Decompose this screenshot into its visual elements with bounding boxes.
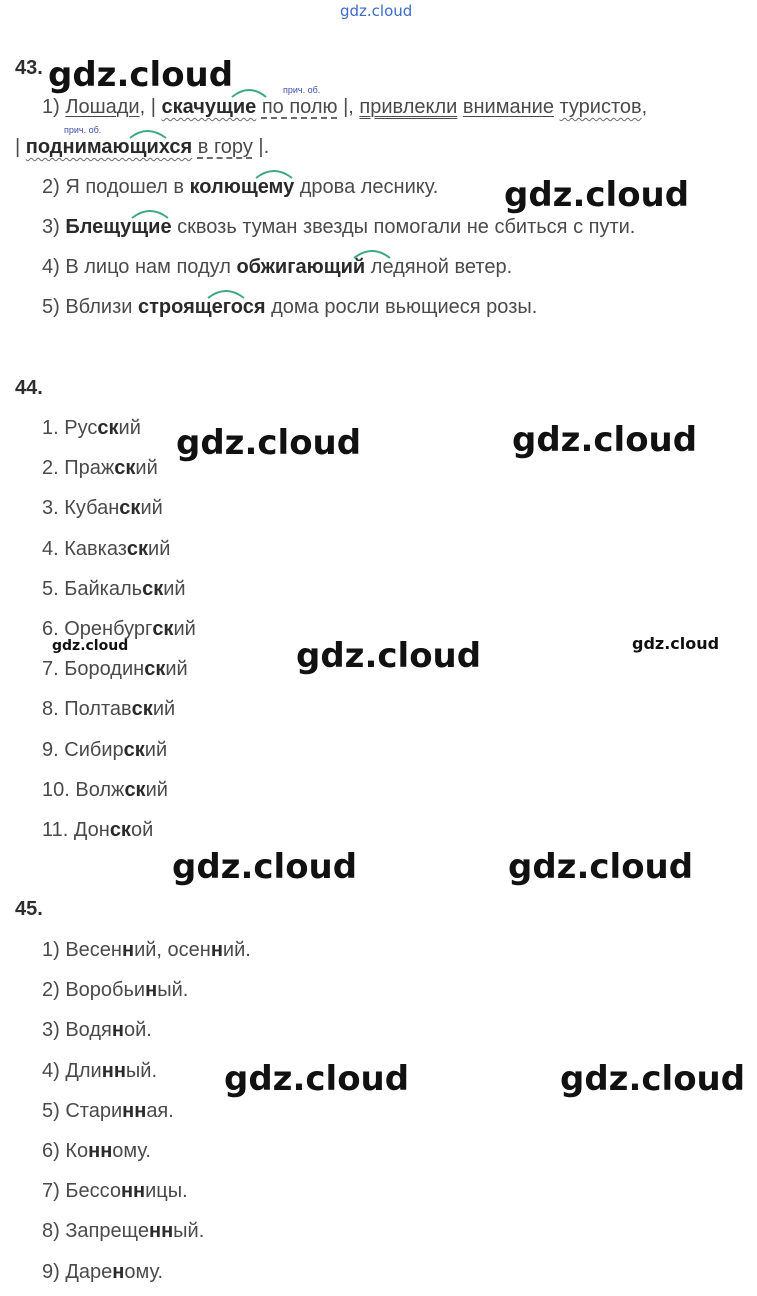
watermark: gdz.cloud <box>632 634 720 653</box>
suffix-arc-4 <box>132 211 168 218</box>
word-part: Ко <box>65 1140 89 1162</box>
n-letters-bold: н <box>111 1019 124 1042</box>
suffix-arc-3 <box>256 171 292 178</box>
word-part: ому. <box>112 1140 151 1162</box>
predicate-word: привлекли <box>359 96 458 118</box>
item-number: 1. <box>42 417 65 439</box>
word-part: ой. <box>123 1019 152 1042</box>
word-part: Полтав <box>64 698 132 721</box>
ex45-list-item <box>42 978 188 1002</box>
sentence-number: 1) <box>42 96 66 118</box>
word-part: Запреще <box>65 1220 149 1243</box>
n-letters-bold: н <box>121 939 135 961</box>
item-number: 9. <box>42 738 65 761</box>
suffix-arc-5 <box>354 251 390 258</box>
ex44-list-item <box>42 697 175 721</box>
word-part: ый. <box>157 979 189 1002</box>
word-part: ий <box>148 537 171 560</box>
ex45-list-item <box>42 1059 157 1083</box>
n-letters-bold: нн <box>88 1140 113 1162</box>
item-number: 3) <box>42 1019 66 1042</box>
suffix-bold: ск <box>142 577 164 600</box>
word-part: Бородин <box>64 658 145 681</box>
participle-note-2: прич. об. <box>64 125 102 135</box>
participle-podnimayushchikhsya: поднимающихся <box>25 136 193 158</box>
suffix-arc-2 <box>130 131 166 138</box>
word-part: Стари <box>65 1099 123 1122</box>
ex45-list-item <box>42 938 251 962</box>
suffix-bold: ск <box>126 537 149 560</box>
text: 2) Я подошел в <box>42 176 190 198</box>
word-part: Байкаль <box>64 577 143 600</box>
n-letters-bold: нн <box>120 1180 146 1203</box>
ex45-list-item <box>42 1219 204 1243</box>
ex44-list-item <box>42 416 141 440</box>
participle-bold: Блещущие <box>65 216 172 238</box>
exercise-45-number: 45. <box>15 898 43 920</box>
n-letters-bold: н <box>145 979 158 1002</box>
suffix-bold: ск <box>152 618 174 640</box>
watermark: gdz.cloud <box>172 847 358 887</box>
watermark: gdz.cloud <box>504 175 690 215</box>
ex45-list-item <box>42 1018 152 1042</box>
n-letters-bold: н <box>210 939 223 961</box>
word-part: ая. <box>146 1099 174 1122</box>
word-part: ому. <box>124 1260 164 1283</box>
word-part: ый. <box>173 1220 205 1243</box>
ex44-list-item <box>42 778 168 802</box>
suffix-arc-1 <box>232 90 266 97</box>
item-number: 3. <box>42 497 65 520</box>
item-number: 11. <box>42 819 74 841</box>
word-part: Рус <box>64 417 98 439</box>
word-part: Кубан <box>64 497 120 520</box>
word-part: ой <box>130 819 154 841</box>
item-number: 9) <box>42 1260 66 1283</box>
word-part: Праж <box>64 457 115 480</box>
n-letters-bold: нн <box>101 1059 126 1082</box>
word-part: Кавказ <box>64 537 127 560</box>
word-part: Весен <box>65 939 122 961</box>
word-part: ий <box>118 417 141 439</box>
item-number: 5. <box>42 577 65 600</box>
watermark: gdz.cloud <box>512 420 698 460</box>
ex44-list-item <box>42 537 170 561</box>
participle-bold: обжигающий <box>236 256 366 278</box>
text: дрова леснику. <box>294 176 439 198</box>
text: ледяной ветер. <box>365 256 513 278</box>
word-part: Дли <box>65 1059 102 1082</box>
watermark: gdz.cloud <box>176 423 362 463</box>
participle-bold: строящегося <box>137 296 266 318</box>
text: сквозь туман звезды помогали не сбиться с пути. <box>171 216 636 238</box>
adverbial-phrase-2: в гору <box>197 136 253 158</box>
item-number: 4) <box>42 1059 66 1082</box>
watermark: gdz.cloud <box>52 638 129 654</box>
watermark: gdz.cloud <box>48 55 234 95</box>
suffix-bold: ск <box>123 738 145 761</box>
watermark: gdz.cloud <box>224 1059 410 1099</box>
participle-bold: колющему <box>189 176 295 198</box>
word-part: ий <box>145 778 168 801</box>
punct: |. <box>252 136 270 158</box>
ex44-list-item <box>42 818 153 842</box>
item-number: 8. <box>42 698 65 721</box>
punct: , | <box>139 96 162 118</box>
subject-word: Лошади <box>65 96 140 118</box>
ex44-list-item <box>42 496 163 520</box>
n-letters-bold: нн <box>148 1220 174 1243</box>
word-part: Волж <box>75 778 125 801</box>
adverbial-phrase: по полю <box>261 96 338 118</box>
text: дома росли вьющиеся розы. <box>265 296 538 318</box>
word-part: Бессо <box>65 1180 121 1203</box>
ex44-list-item <box>42 456 158 480</box>
participle-skachushchie: скачущие <box>161 96 257 118</box>
watermark: gdz.cloud <box>560 1059 746 1099</box>
item-number: 4. <box>42 537 65 560</box>
ex44-list-item <box>42 657 188 681</box>
item-number: 2. <box>42 457 65 480</box>
word-part: ий. <box>222 939 251 961</box>
word-part: Сибир <box>64 738 124 761</box>
word-part: ий <box>140 497 163 520</box>
suffix-bold: ск <box>109 819 131 841</box>
word-part: ий <box>165 658 188 681</box>
ex45-list-item <box>42 1179 188 1203</box>
item-number: 1) <box>42 939 66 961</box>
word-part: Воробьи <box>65 979 146 1002</box>
word-part: ий <box>173 618 196 640</box>
suffix-bold: ск <box>119 497 141 520</box>
suffix-bold: ск <box>124 778 146 801</box>
word-part: ий <box>163 577 186 600</box>
text: 3) <box>42 216 66 238</box>
item-number: 8) <box>42 1220 66 1243</box>
word-part: ый. <box>125 1059 158 1082</box>
item-number: 7) <box>42 1180 66 1203</box>
ex45-list-item <box>42 1139 151 1163</box>
punct: , <box>641 96 648 118</box>
exercise-43-number: 43. <box>15 57 43 79</box>
word-part: Оренбург <box>64 618 153 640</box>
n-letters-bold: н <box>112 1260 125 1283</box>
suffix-arc-6 <box>208 291 244 298</box>
word-part: ий <box>152 698 176 721</box>
item-number: 7. <box>42 658 65 681</box>
word-part: ий <box>135 457 158 480</box>
item-number: 5) <box>42 1099 66 1122</box>
punct: |, <box>337 96 360 118</box>
suffix-bold: ск <box>144 658 166 681</box>
watermark: gdz.cloud <box>508 847 694 887</box>
suffix-bold: ск <box>114 457 136 480</box>
item-number: 2) <box>42 979 66 1002</box>
suffix-bold: ск <box>97 417 119 439</box>
text: 4) В лицо нам подул <box>42 256 237 278</box>
n-letters-bold: нн <box>122 1099 147 1122</box>
watermark: gdz.cloud <box>296 636 482 676</box>
ex45-list-item <box>42 1260 163 1284</box>
text: 5) Вблизи <box>42 296 138 318</box>
word-part: ий, осен <box>134 939 211 961</box>
word-part: ицы. <box>145 1180 188 1203</box>
watermark-top: gdz.cloud <box>340 2 413 20</box>
object-word: внимание <box>462 96 554 118</box>
suffix-arcs <box>0 0 757 330</box>
word-part: Дон <box>73 819 110 841</box>
ex44-list-item <box>42 577 186 601</box>
exercise-44-number: 44. <box>15 377 43 399</box>
item-number: 6) <box>42 1140 66 1162</box>
ex44-list-item <box>42 738 167 762</box>
ex45-list-item <box>42 1099 174 1123</box>
participle-note-1: прич. об. <box>283 85 321 95</box>
attribute-word: туристов <box>559 96 642 118</box>
word-part: ий <box>144 738 168 761</box>
item-number: 10. <box>42 778 76 801</box>
item-number: 6. <box>42 618 65 640</box>
punct: | <box>15 136 26 158</box>
word-part: Водя <box>65 1019 112 1042</box>
word-part: Даре <box>65 1260 113 1283</box>
suffix-bold: ск <box>131 698 153 721</box>
